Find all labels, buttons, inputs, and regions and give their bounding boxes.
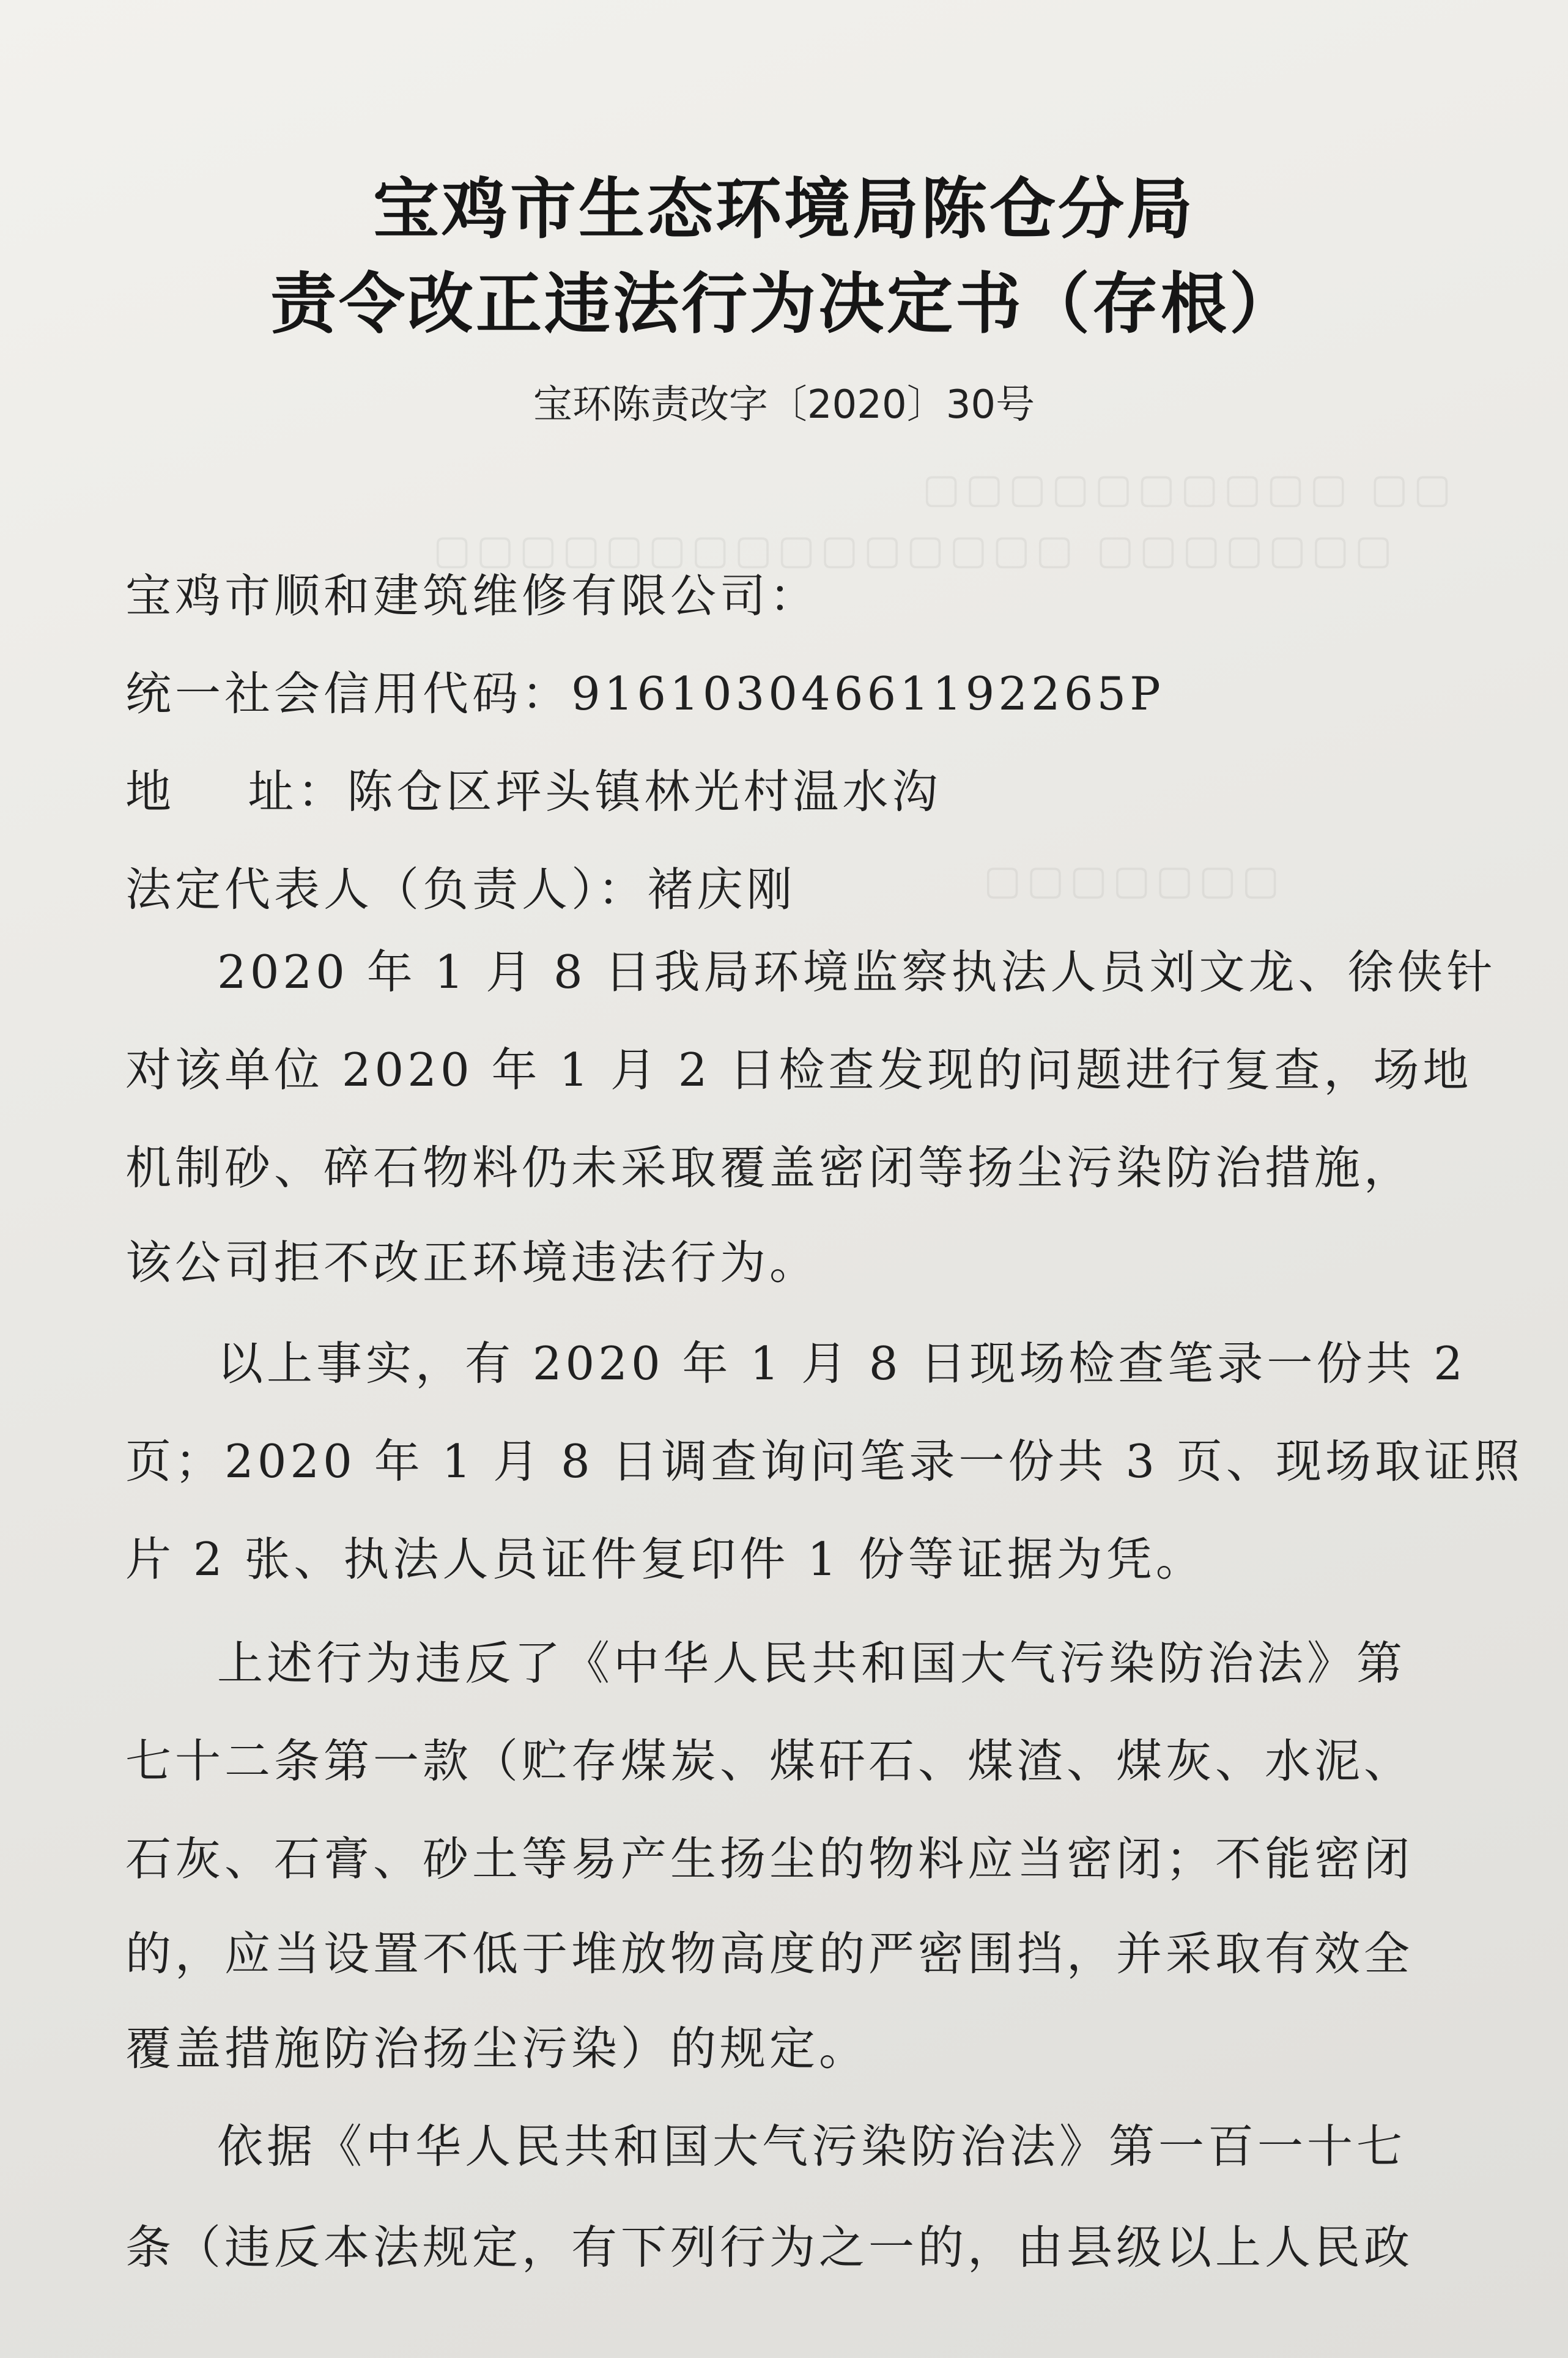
recipient-name: 宝鸡市顺和建筑维修有限公司：	[125, 569, 819, 623]
paragraph-1-line: 机制砂、碎石物料仍未采取覆盖密闭等扬尘污染防治措施，	[125, 1141, 1414, 1195]
paragraph-3-line: 的，应当设置不低于堆放物高度的严密围挡，并采取有效全	[125, 1927, 1414, 1981]
paragraph-3-line: 七十二条第一款（贮存煤炭、煤矸石、煤渣、煤灰、水泥、	[125, 1734, 1414, 1788]
paragraph-2-line: 以上事实，有 2020 年 1 月 8 日现场检查笔录一份共 2	[217, 1337, 1466, 1390]
paragraph-2-line: 片 2 张、执法人员证件复印件 1 份等证据为凭。	[125, 1532, 1205, 1586]
paragraph-1-line: 该公司拒不改正环境违法行为。	[125, 1236, 819, 1289]
document-number: 宝环陈责改字〔2020〕30号	[533, 382, 1035, 428]
paragraph-1-line: 2020 年 1 月 8 日我局环境监察执法人员刘文龙、徐侠针	[217, 945, 1496, 999]
paragraph-3-line: 上述行为违反了《中华人民共和国大气污染防治法》第	[217, 1636, 1407, 1690]
bleed-through-texture: ▢▢ ▢▢▢▢▢▢▢▢▢▢	[917, 465, 1452, 512]
paragraph-4-line: 依据《中华人民共和国大气污染防治法》第一百一十七	[217, 2119, 1407, 2173]
paragraph-1-line: 对该单位 2020 年 1 月 2 日检查发现的问题进行复查，场地	[125, 1043, 1473, 1097]
legal-representative: 法定代表人（负责人）：褚庆刚	[125, 862, 796, 916]
document-title-line-2: 责令改正违法行为决定书（存根）	[270, 266, 1298, 343]
bleed-through-texture: ▢▢▢▢▢▢▢ ▢▢▢▢▢▢▢▢▢▢▢▢▢▢▢	[428, 526, 1392, 573]
paragraph-4-line: 条（违反本法规定，有下列行为之一的，由县级以上人民政	[125, 2220, 1414, 2274]
paragraph-2-line: 页；2020 年 1 月 8 日调查询问笔录一份共 3 页、现场取证照	[125, 1434, 1523, 1488]
address: 地 址：陈仓区坪头镇林光村温水沟	[125, 765, 942, 818]
document-title-line-1: 宝鸡市生态环境局陈仓分局	[372, 171, 1195, 248]
credit-code: 统一社会信用代码：91610304661192265P	[125, 667, 1164, 721]
bleed-through-texture: ▢▢▢▢▢▢▢	[978, 856, 1280, 903]
paragraph-3-line: 覆盖措施防治扬尘污染）的规定。	[125, 2022, 869, 2075]
paragraph-3-line: 石灰、石膏、砂土等易产生扬尘的物料应当密闭；不能密闭	[125, 1832, 1414, 1886]
